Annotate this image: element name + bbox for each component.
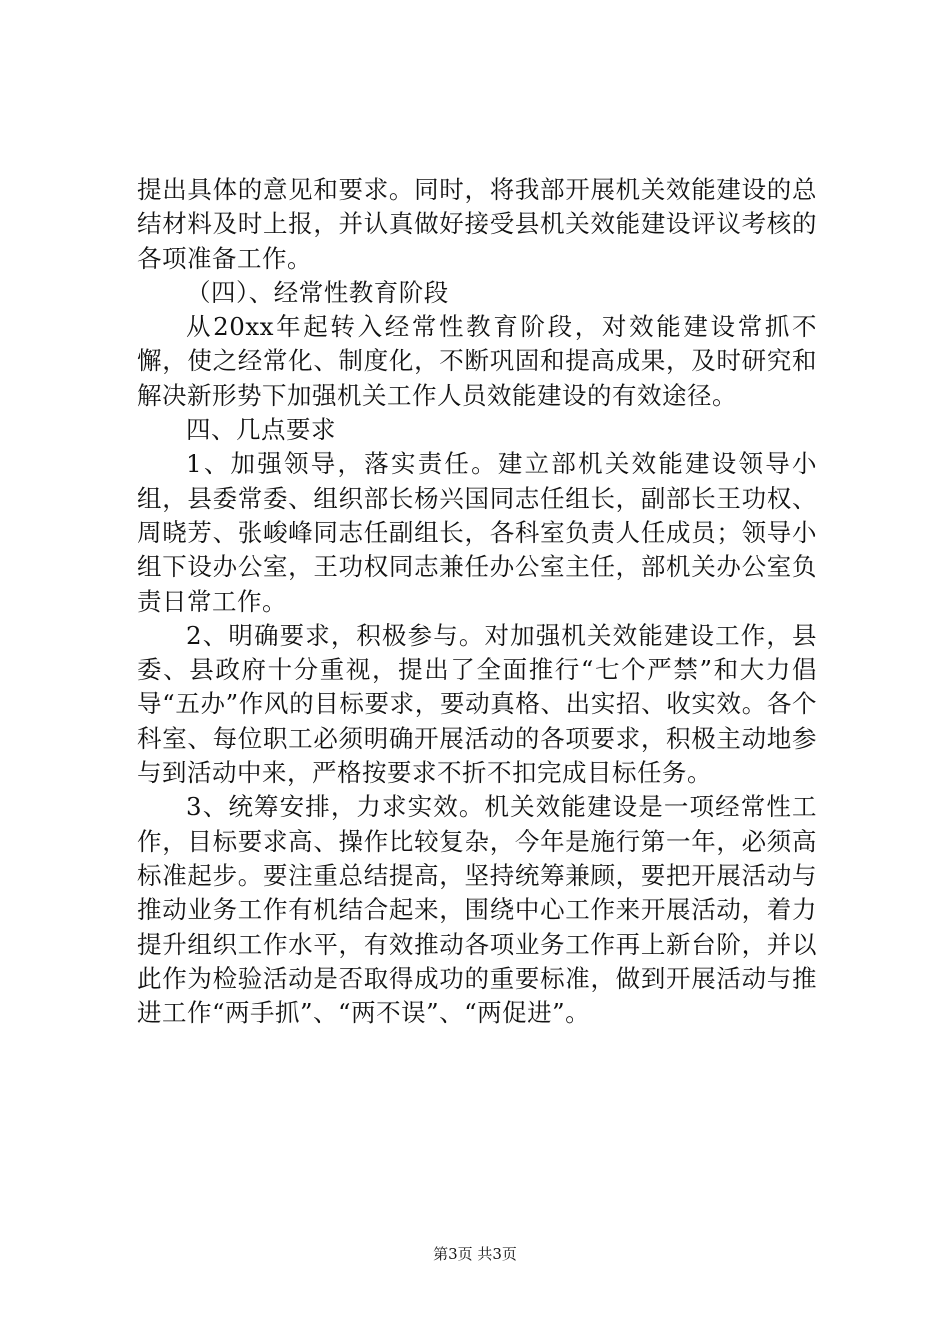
section-heading-stage-four: （四）、经常性教育阶段 (186, 277, 449, 307)
paragraph-requirement-3: 3、统筹安排，力求实效。机关效能建设是一项经常性工作，目标要求高、操作比较复杂，今年是施行第一年，必须高标准起步。要注重总结提高，坚持统筹兼顾，要把开展活动与推动业务工作有机结合起来，围绕中心工作来开展活动，着力提升组织工作水平，有效推动各项业务工作再上新台阶，并以此作为检验活动是否取得成功的重要标准，做到开展活动与推进工作“两手抓”、“两不误”、“两促进”。 (137, 792, 817, 1028)
paragraph-regular-education: 从20xx年起转入经常性教育阶段，对效能建设常抓不懈，使之经常化、制度化，不断巩固和提高成果，及时研究和解决新形势下加强机关工作人员效能建设的有效途径。 (137, 312, 817, 410)
paragraph-requirement-2: 2、明确要求，积极参与。对加强机关效能建设工作，县委、县政府十分重视，提出了全面推行“七个严禁”和大力倡导“五办”作风的目标要求，要动真格、出实招、收实效。各个科室、每位职工必须明确开展活动的各项要求，积极主动地参与到活动中来，严格按要求不折不扣完成目标任务。 (137, 620, 817, 788)
page-number-footer: 第3页 共3页 (433, 1245, 517, 1263)
section-heading-requirements: 四、几点要求 (186, 415, 336, 445)
document-body (137, 173, 817, 1030)
paragraph-requirement-1: 1、加强领导，落实责任。建立部机关效能建设领导小组，县委常委、组织部长杨兴国同志任组长，副部长王功权、周晓芳、张峻峰同志任副组长，各科室负责人任成员；领导小组下设办公室，王功权同志兼任办公室主任，部机关办公室负责日常工作。 (137, 449, 817, 616)
paragraph-continuation: 提出具体的意见和要求。同时，将我部开展机关效能建设的总结材料及时上报，并认真做好接受县机关效能建设评议考核的各项准备工作。 (137, 175, 817, 273)
